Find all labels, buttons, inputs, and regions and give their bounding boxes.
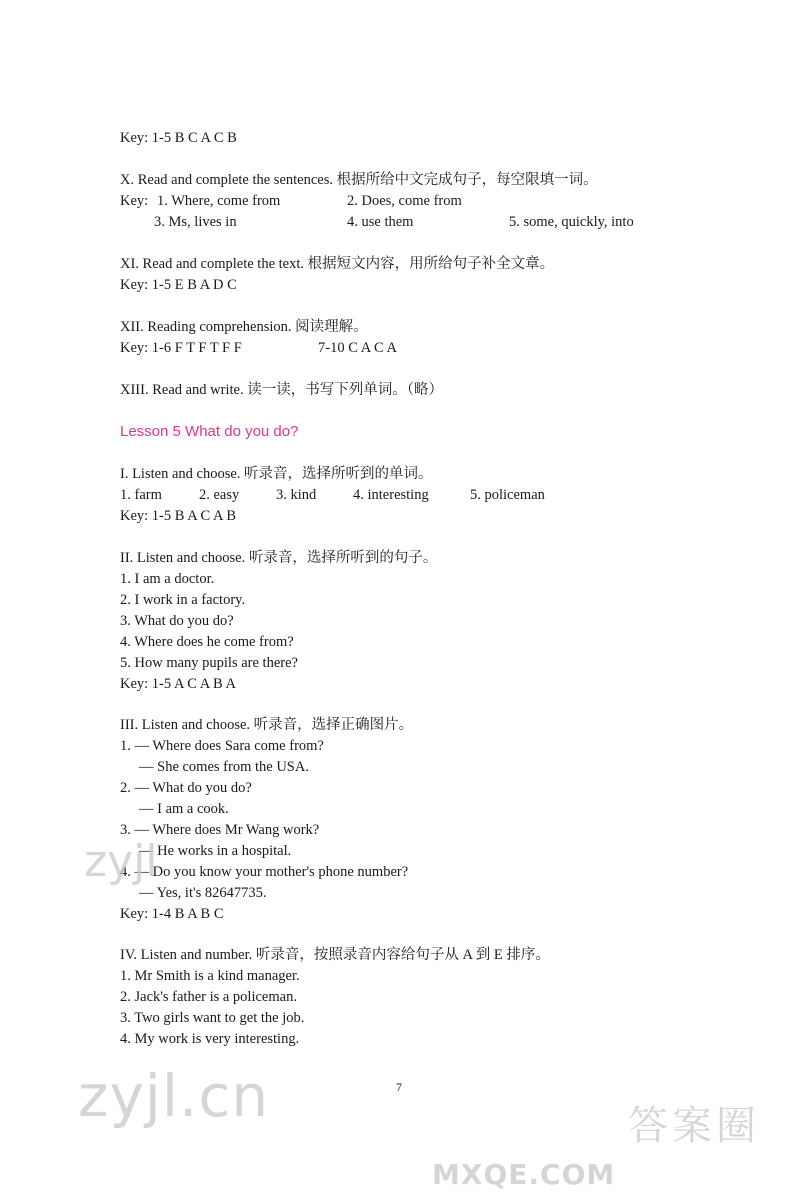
part-iii-title: III. Listen and choose. 听录音，选择正确图片。 <box>120 717 414 733</box>
section-x-answer-1: 1. Where, come from <box>157 193 281 209</box>
section-xi-title: XI. Read and complete the text. 根据短文内容，用所给句子补全文章。 <box>120 256 555 272</box>
section-x-title: X. Read and complete the sentences. 根据所给中文完成句子，每空限填一词。 <box>120 172 598 188</box>
dialogue-line: 1. — Where does Sara come from? <box>120 738 324 754</box>
part-iv-item: 2. Jack's father is a policeman. <box>120 989 297 1005</box>
section-x-answer-5: 5. some, quickly, into <box>509 214 634 230</box>
watermark-logo-small: zyjl <box>84 836 158 887</box>
section-xiii-title: XIII. Read and write. 读一读，书写下列单词。（略） <box>120 382 443 398</box>
dialogue-line: 4. — Do you know your mother's phone number? <box>120 864 409 880</box>
part-ii-item: 3. What do you do? <box>120 613 234 629</box>
lesson-title: Lesson 5 What do you do? <box>120 423 299 440</box>
part-ii-item: 1. I am a doctor. <box>120 571 215 587</box>
part-ii-item: 5. How many pupils are there? <box>120 655 298 671</box>
dialogue-line: 3. — Where does Mr Wang work? <box>120 822 320 838</box>
dialogue-line: — He works in a hospital. <box>139 843 292 859</box>
section-xii-key-1: Key: 1-6 F T F T F F <box>120 340 242 356</box>
section-x-answer-2: 2. Does, come from <box>347 193 462 209</box>
page-number: 7 <box>396 1080 402 1094</box>
watermark-site-cn: 答案圈 <box>628 1103 760 1149</box>
part-ii-key: Key: 1-5 A C A B A <box>120 676 237 692</box>
section-xii-title: XII. Reading comprehension. 阅读理解。 <box>120 319 368 335</box>
section-xi-key: Key: 1-5 E B A D C <box>120 277 237 293</box>
part-i-word-5: 5. policeman <box>470 487 545 503</box>
prev-key: Key: 1-5 B C A C B <box>120 130 237 146</box>
part-i-key: Key: 1-5 B A C A B <box>120 508 237 524</box>
section-xii-key-2: 7-10 C A C A <box>318 340 397 356</box>
part-i-word-3: 3. kind <box>276 487 317 503</box>
part-iii-key: Key: 1-4 B A B C <box>120 906 224 922</box>
section-x-answer-3: 3. Ms, lives in <box>154 214 237 230</box>
section-x-key-label: Key: <box>120 193 149 209</box>
watermark-site-url: MXQE.COM <box>432 1158 616 1191</box>
part-iv-item: 4. My work is very interesting. <box>120 1031 300 1047</box>
dialogue-line: — She comes from the USA. <box>139 759 309 775</box>
dialogue-line: — I am a cook. <box>139 801 229 817</box>
part-iv-item: 3. Two girls want to get the job. <box>120 1010 305 1026</box>
dialogue-line: — Yes, it's 82647735. <box>139 885 267 901</box>
part-ii-item: 4. Where does he come from? <box>120 634 294 650</box>
part-i-word-2: 2. easy <box>199 487 240 503</box>
dialogue-line: 2. — What do you do? <box>120 780 252 796</box>
part-i-word-1: 1. farm <box>120 487 162 503</box>
part-ii-item: 2. I work in a factory. <box>120 592 246 608</box>
watermark-logo: zyjl.cn <box>78 1062 270 1130</box>
part-i-word-4: 4. interesting <box>353 487 429 503</box>
part-ii-title: II. Listen and choose. 听录音，选择所听到的句子。 <box>120 550 438 566</box>
part-iv-title: IV. Listen and number. 听录音，按照录音内容给句子从 A 到 E 排序。 <box>120 947 550 963</box>
part-iv-item: 1. Mr Smith is a kind manager. <box>120 968 300 984</box>
section-x-answer-4: 4. use them <box>347 214 414 230</box>
part-i-title: I. Listen and choose. 听录音，选择所听到的单词。 <box>120 466 433 482</box>
